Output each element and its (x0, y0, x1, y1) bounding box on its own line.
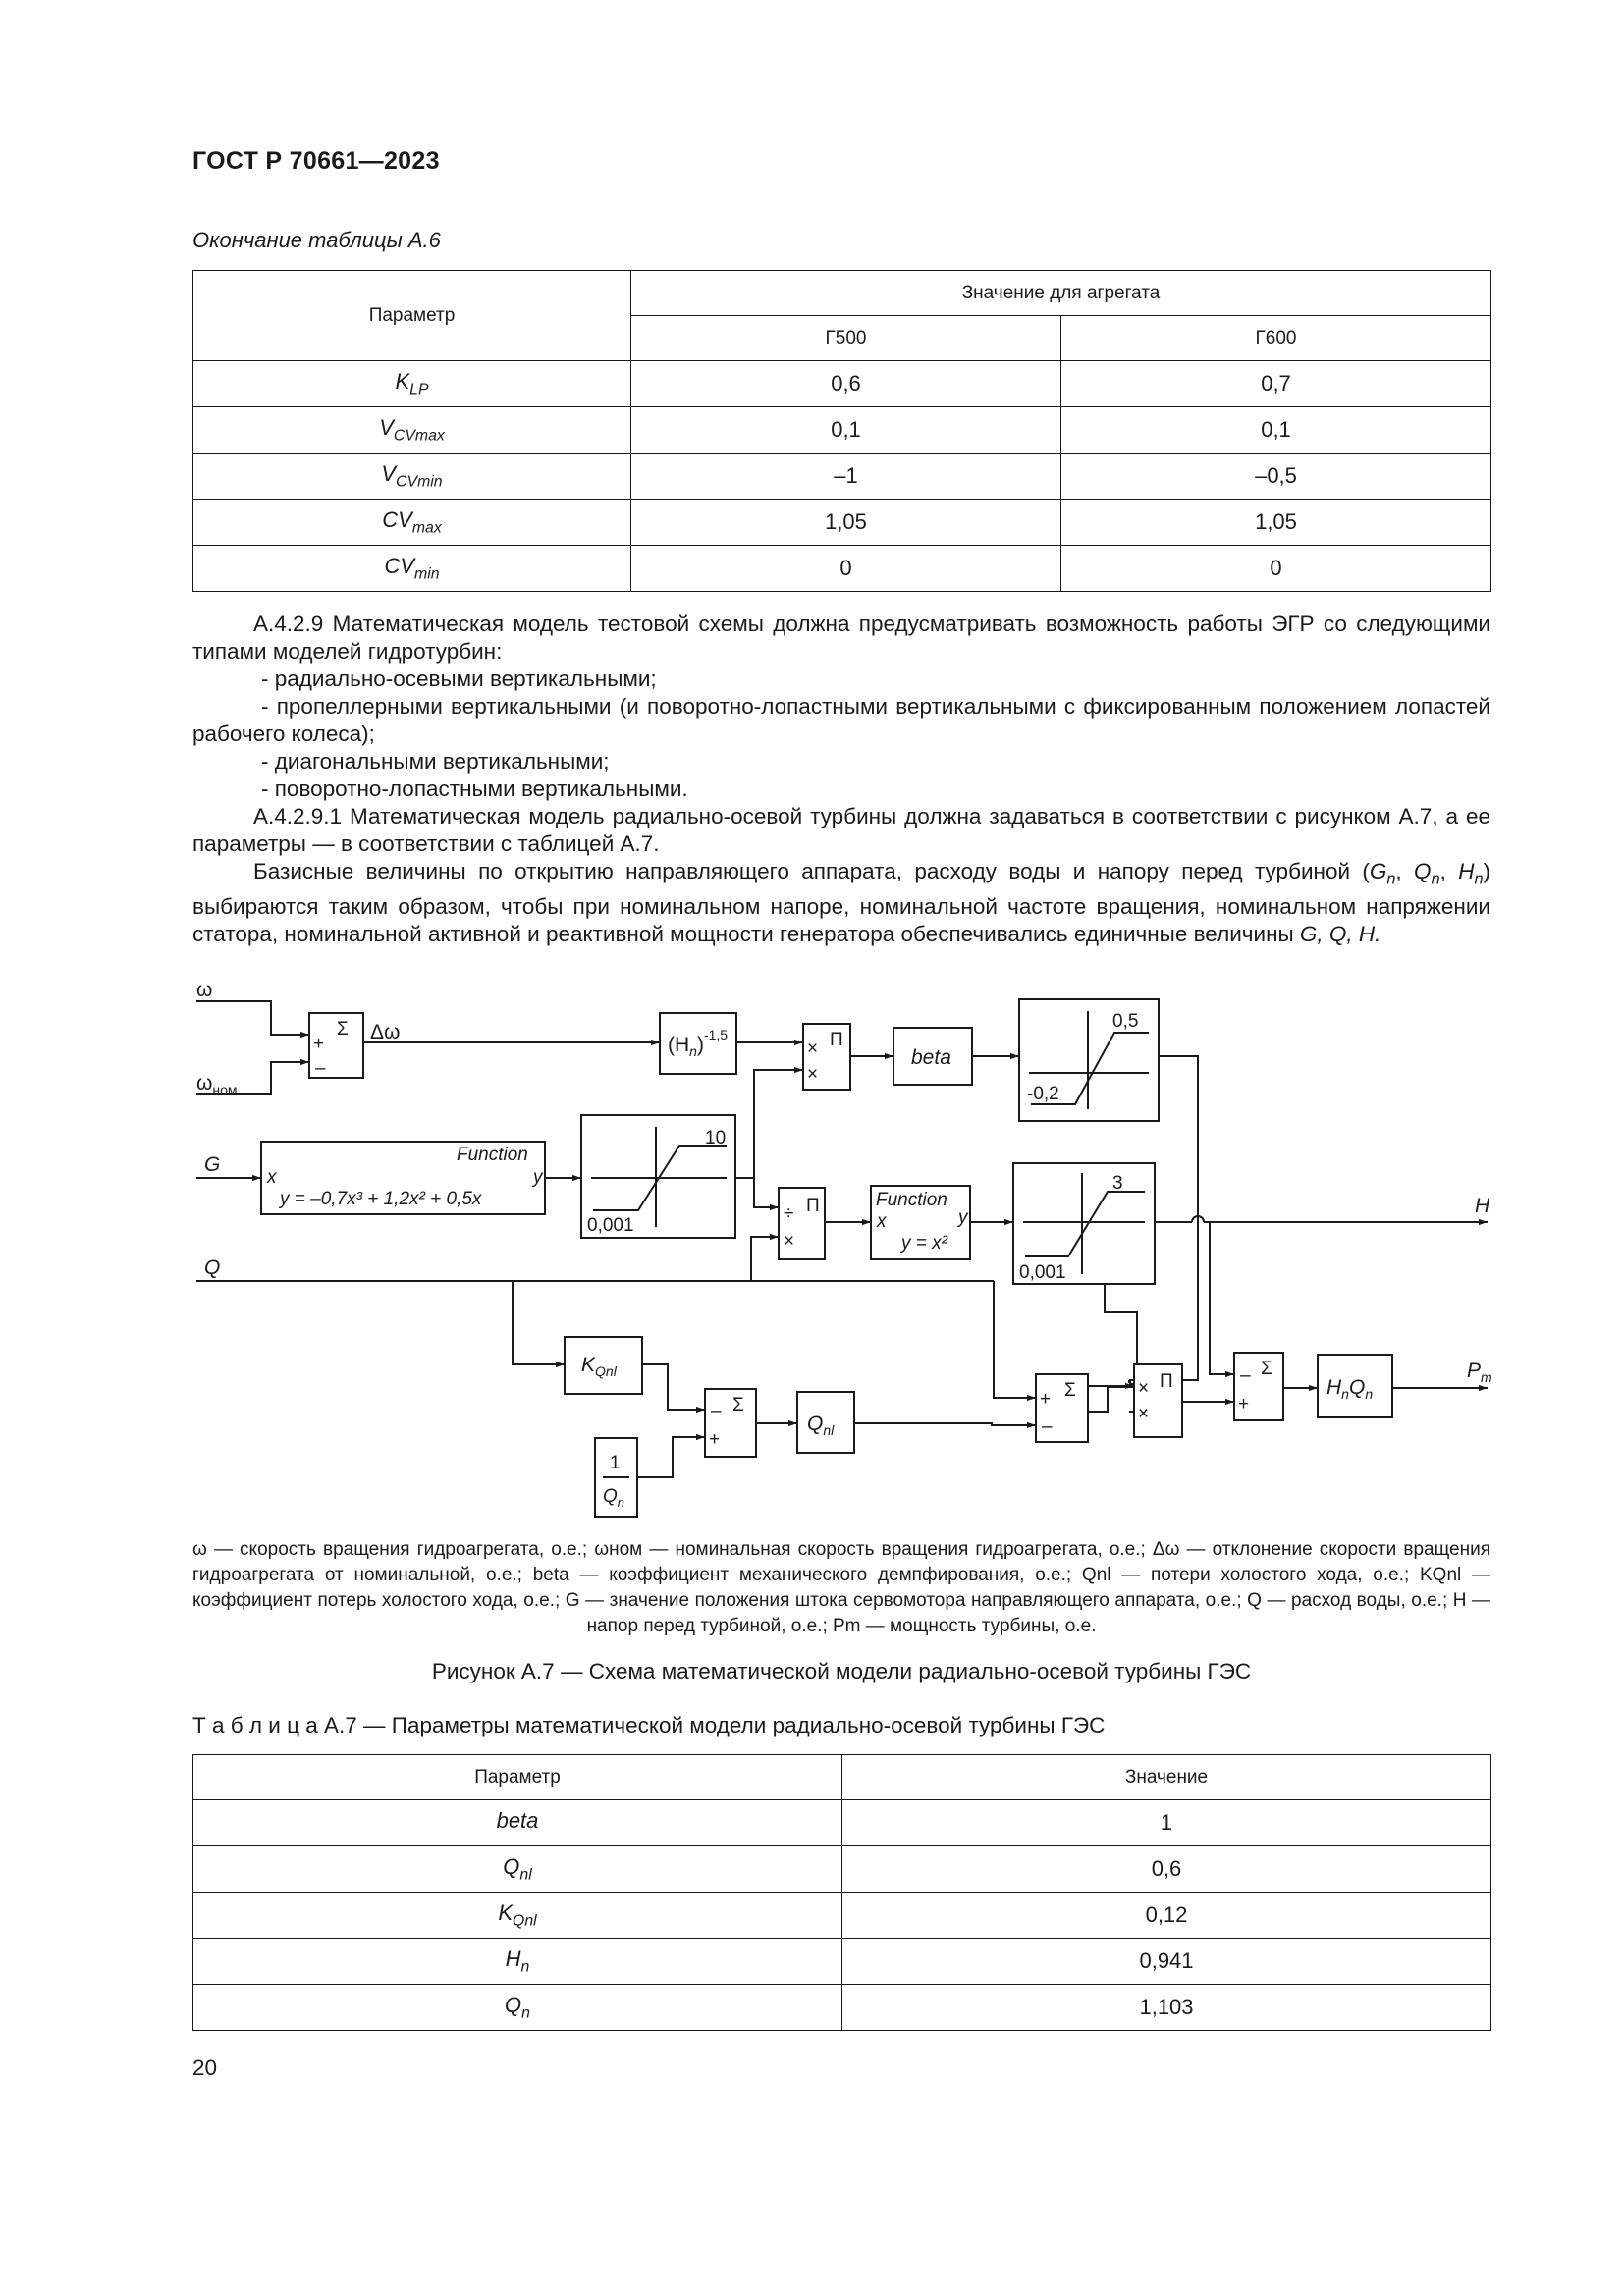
list-item: - пропеллерными вертикальными (и поворотно-лопастными вертикальными с фиксированным положением лопастей рабочего колеса); (192, 694, 1490, 746)
pi-symbol: Π (1160, 1371, 1173, 1392)
param-subscript: CVmin (396, 473, 443, 491)
header-param: Параметр (193, 271, 631, 361)
sat1-upper: 0,5 (1112, 1011, 1139, 1032)
times-sign: × (807, 1039, 819, 1059)
minus-sign: – (1240, 1365, 1251, 1386)
param-subscript: n (520, 1958, 530, 1976)
param-symbol: Q (503, 1853, 520, 1879)
qn-subscript: n (617, 1495, 625, 1510)
value-cell: 1,05 (631, 500, 1061, 546)
omega-nom-subscript: ном (212, 1082, 238, 1097)
table-a7-caption: Т а б л и ц а А.7 — Параметры математической модели радиально-осевой турбины ГЭС (192, 1713, 1106, 1737)
param-cell (193, 1939, 842, 1985)
sigma-symbol: Σ (732, 1395, 744, 1415)
list-item: - диагональными вертикальными; (261, 749, 610, 774)
sat3-lower: 0,001 (1019, 1262, 1066, 1283)
product-inputs (1088, 1386, 1134, 1412)
sat2-upper: 10 (705, 1128, 727, 1148)
value-cell: 0,7 (1061, 361, 1491, 407)
times-sign: × (784, 1231, 795, 1252)
subscript: n (1386, 870, 1396, 888)
value-cell: 0,941 (842, 1939, 1491, 1985)
kqnl-subscript: Qnl (595, 1363, 617, 1379)
h-symbol: H (1326, 1376, 1342, 1399)
param-cell (193, 1800, 842, 1846)
plus-sign: + (1238, 1394, 1250, 1415)
func1-y: y (533, 1167, 543, 1188)
beta-label: beta (911, 1046, 951, 1069)
sat2-lower: 0,001 (587, 1215, 634, 1236)
table-a7 (192, 1754, 1491, 2031)
list-item: - поворотно-лопастными вертикальными. (261, 776, 688, 801)
document-header: ГОСТ Р 70661—2023 (192, 147, 440, 175)
separator: , (1439, 859, 1459, 883)
value-cell: –0,5 (1061, 454, 1491, 500)
delta-omega-label: Δω (370, 1021, 401, 1043)
header-value-group: Значение для агрегата (631, 271, 1491, 316)
q-symbol: Q (1348, 1376, 1366, 1399)
table-row (193, 1939, 1491, 1985)
param-subscript: LP (409, 381, 429, 399)
text-run: ) выбираются таким образом, чтобы при номинальном напоре, номинальной частоте вращения, номинальном напряжении статора, номинальной активной и реактивной мощности генератора обеспечивались единичные величины (192, 859, 1490, 946)
func2-title: Function (876, 1190, 947, 1210)
symbol-q: Q (1414, 859, 1432, 883)
value-cell: –1 (631, 454, 1061, 500)
plus-sign: + (1040, 1389, 1052, 1410)
header-value: Значение (842, 1755, 1491, 1800)
param-symbol: CV (384, 553, 415, 578)
times-sign: × (807, 1064, 819, 1085)
sat3-upper: 3 (1112, 1173, 1123, 1194)
table-continuation-label: Окончание таблицы А.6 (192, 228, 441, 252)
param-symbol: beta (496, 1807, 539, 1833)
param-symbol: V (379, 414, 394, 440)
input-omega-nom-label (196, 1072, 238, 1097)
value-cell: 0,6 (842, 1846, 1491, 1893)
blocks (261, 999, 1392, 1517)
table-header-row (193, 1755, 1491, 1800)
hn-subscript: n (1341, 1386, 1349, 1402)
subscript: n (1431, 870, 1440, 888)
output-pm-label (1467, 1360, 1492, 1385)
minus-sign: – (315, 1058, 326, 1079)
func2-y: y (958, 1207, 968, 1228)
subscript: n (1474, 870, 1484, 888)
value-cell: 1,05 (1061, 500, 1491, 546)
param-cell (193, 1846, 842, 1893)
header-param: Параметр (193, 1755, 842, 1800)
param-cell (193, 1985, 842, 2031)
input-q-label: Q (204, 1256, 221, 1279)
sat1-lower: -0,2 (1027, 1084, 1059, 1104)
input-omega-label: ω (196, 979, 213, 1001)
plus-sign: + (313, 1034, 325, 1054)
hn-subscript: n (689, 1043, 697, 1059)
param-subscript: CVmax (393, 427, 445, 445)
divide-sign: ÷ (784, 1203, 794, 1224)
symbol-h: H (1458, 859, 1475, 883)
numerator-one: 1 (610, 1453, 621, 1473)
value-cell: 0,1 (1061, 407, 1491, 454)
param-subscript: Qnl (513, 1912, 537, 1930)
value-cell: 0,1 (631, 407, 1061, 454)
qn-subscript: n (1365, 1386, 1374, 1402)
pi-symbol: Π (806, 1196, 820, 1216)
param-symbol: Q (505, 1992, 522, 2017)
pm-symbol: P (1467, 1360, 1482, 1382)
sigma-symbol: Σ (1261, 1359, 1272, 1379)
func1-title: Function (457, 1145, 528, 1165)
pi-symbol: Π (830, 1030, 843, 1050)
table-row (193, 1846, 1491, 1893)
paren-open: (H (668, 1034, 690, 1056)
product-block-2 (1134, 1364, 1182, 1437)
qnl-subscript: nl (823, 1422, 835, 1438)
text-run: Базисные величины по открытию направляющего аппарата, расходу воды и напору перед турбиной ( (253, 859, 1370, 883)
paragraph: А.4.2.9.1 Математическая модель радиально-осевой турбины должна задаваться в соответствии с рисунком А.7, а ее параметры — в соответствии с таблицей А.7. (192, 804, 1490, 856)
header-g500: Г500 (631, 316, 1061, 361)
param-symbol: V (381, 460, 397, 486)
sigma-symbol: Σ (1064, 1380, 1076, 1401)
separator: , (1395, 859, 1415, 883)
value-cell: 0,6 (631, 361, 1061, 407)
param-symbol: H (505, 1946, 521, 1971)
figure-caption: Рисунок А.7 — Схема математической модели радиально-осевой турбины ГЭС (431, 1659, 1252, 1683)
param-subscript: min (414, 565, 440, 583)
pm-subscript: m (1481, 1369, 1492, 1385)
symbol-g: G (1369, 859, 1387, 883)
func2-expression: y = x² (901, 1233, 947, 1254)
param-subscript: max (411, 519, 442, 537)
value-cell: 1 (842, 1800, 1491, 1846)
param-subscript: n (521, 2004, 530, 2022)
value-cell: 0,12 (842, 1893, 1491, 1939)
value-cell: 0 (1061, 546, 1491, 592)
plus-sign: + (709, 1429, 721, 1450)
param-symbol: K (498, 1899, 514, 1925)
text-run-italic: G, Q, H. (1299, 921, 1381, 946)
page-number: 20 (192, 2056, 218, 2080)
input-g-label: G (204, 1153, 221, 1176)
value-cell: 1,103 (842, 1985, 1491, 2031)
func1-expression: y = –0,7x³ + 1,2x² + 0,5x (280, 1189, 482, 1209)
func1-x: x (267, 1167, 277, 1188)
func2-x: x (877, 1211, 887, 1232)
omega-symbol: ω (196, 1072, 213, 1095)
table-row (193, 1800, 1491, 1846)
minus-sign: – (1042, 1416, 1053, 1437)
paren-close: ) (696, 1034, 704, 1056)
figure-legend: ω — скорость вращения гидроагрегата, о.е.; ωном — номинальная скорость вращения гидроагрегата, о.е.; Δω — отклонение скорости вращения гидроагрегата от номинальной, о.е.; beta — коэффициент механического демпфирования, о.е.; Qnl — потери холостого хода, о.е.; KQnl — коэффициент потерь холостого хода, о.е.; G — значение положения штока сервомотора направляющего аппарата, о.е.; Q — расход воды, о.е.; H — напор перед турбиной, о.е.; Pm — мощность турбины, о.е. (192, 1539, 1490, 1636)
paragraph: А.4.2.9 Математическая модель тестовой схемы должна предусматривать возможность работы ЭГР со следующими типами моделей гидротурбин: (192, 612, 1490, 664)
hn-exponent: -1,5 (703, 1027, 729, 1042)
q-symbol: Q (807, 1413, 824, 1435)
param-symbol: K (395, 368, 410, 394)
header-g600: Г600 (1061, 316, 1491, 361)
table-row (193, 1893, 1491, 1939)
param-symbol: CV (382, 507, 412, 532)
q-symbol: Q (603, 1486, 618, 1507)
param-subscript: nl (519, 1866, 532, 1884)
minus-sign: – (711, 1401, 722, 1421)
param-cell (193, 1893, 842, 1939)
table-row (193, 1985, 1491, 2031)
list-item: - радиально-осевыми вертикальными; (261, 667, 657, 691)
value-cell: 0 (631, 546, 1061, 592)
times-sign: × (1138, 1378, 1150, 1399)
times-sign: × (1138, 1404, 1150, 1424)
output-h-label: H (1475, 1195, 1490, 1217)
k-symbol: K (581, 1354, 596, 1376)
sigma-symbol: Σ (337, 1019, 349, 1040)
